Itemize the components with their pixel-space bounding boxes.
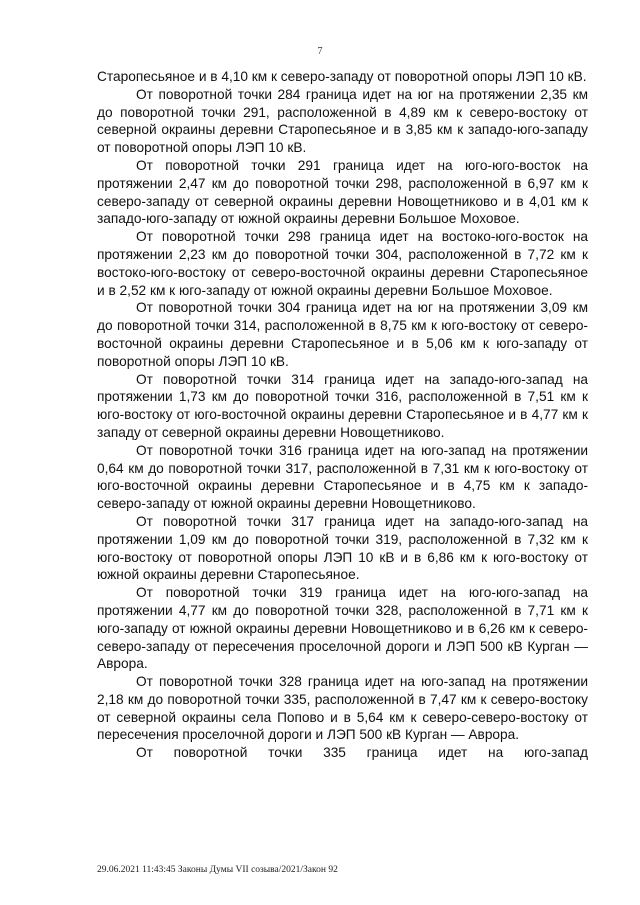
paragraph-point-319: От поворотной точки 319 граница идет на юго-юго-запад на протяжении 4,77 км до поворотной точки 328, расположенной в 7,71 км к юго-западу от южной окраины деревни Новощетниково и в 6,26 км к северо-северо-западу от пересечения проселочной дороги и ЛЭП 500 кВ Курган — Аврора. [97, 585, 588, 672]
page-number: 7 [317, 46, 323, 57]
paragraph-point-284: От поворотной точки 284 граница идет на юг на протяжении 2,35 км до поворотной точки 291, расположенной в 4,89 км к северо-востоку от северной окраины деревни Старопесьяное и в 3,85 км к западо-юго-западу от поворотной опоры ЛЭП 10 кВ. [97, 86, 588, 156]
paragraph-point-328: От поворотной точки 328 граница идет на юго-запад на протяжении 2,18 км до поворотной точки 335, расположенной в 7,47 км к северо-востоку от северной окраины села Попово и в 5,64 км к северо-северо-востоку от пересечения проселочной дороги и ЛЭП 500 кВ Курган — Аврора. [97, 674, 588, 743]
paragraph-point-335: От поворотной точки 335 граница идет на юго-запад [136, 745, 588, 761]
paragraph-point-304: От поворотной точки 304 граница идет на юг на протяжении 3,09 км до поворотной точки 314, расположенной в 8,75 км к юго-востоку от северо-восточной окраины деревни Старопесьяное и в 5,06 км к юго-западу от поворотной опоры ЛЭП 10 кВ. [97, 300, 588, 369]
paragraph-point-298: От поворотной точки 298 граница идет на востоко-юго-восток на протяжении 2,23 км до поворотной точки 304, расположенной в 7,72 км к востоко-юго-востоку от северо-восточной окраины деревни Старопесьяное и в 2,52 км к юго-западу от южной окраины деревни Большое Моховое. [97, 229, 588, 298]
paragraph-point-291: От поворотной точки 291 граница идет на юго-юго-восток на протяжении 2,47 км до поворотной точки 298, расположенной в 6,97 км к северо-западу от северной окраины деревни Новощетниково и в 4,01 км к западо-юго-западу от южной окраины деревни Большое Моховое. [97, 157, 588, 227]
paragraph-point-314: От поворотной точки 314 граница идет на западо-юго-запад на протяжении 1,73 км до поворотной точки 316, расположенной в 7,51 км к юго-востоку от юго-восточной окраины деревни Старопесьяное и в 4,77 км к западу от северной окраины деревни Новощетниково. [97, 371, 588, 440]
paragraph-point-317: От поворотной точки 317 граница идет на западо-юго-запад на протяжении 1,09 км до поворотной точки 319, расположенной в 7,32 км к юго-востоку от поворотной опоры ЛЭП 10 кВ и в 6,86 км к юго-востоку от южной окраины деревни Старопесьяное. [97, 513, 588, 583]
paragraph-continuation: Старопесьяное и в 4,10 км к северо-западу от поворотной опоры ЛЭП 10 кВ. [97, 69, 587, 84]
paragraph-point-316: От поворотной точки 316 граница идет на юго-запад на протяжении 0,64 км до поворотной точки 317, расположенной в 7,31 км к юго-востоку от юго-восточной окраины деревни Старопесьяное и в 4,75 км к западо-северо-западу от южной окраины деревни Новощетниково. [97, 442, 588, 512]
document-footer: 29.06.2021 11:43:45 Законы Думы VII созыва/2021/Закон 92 [97, 865, 338, 875]
document-body [97, 68, 588, 762]
